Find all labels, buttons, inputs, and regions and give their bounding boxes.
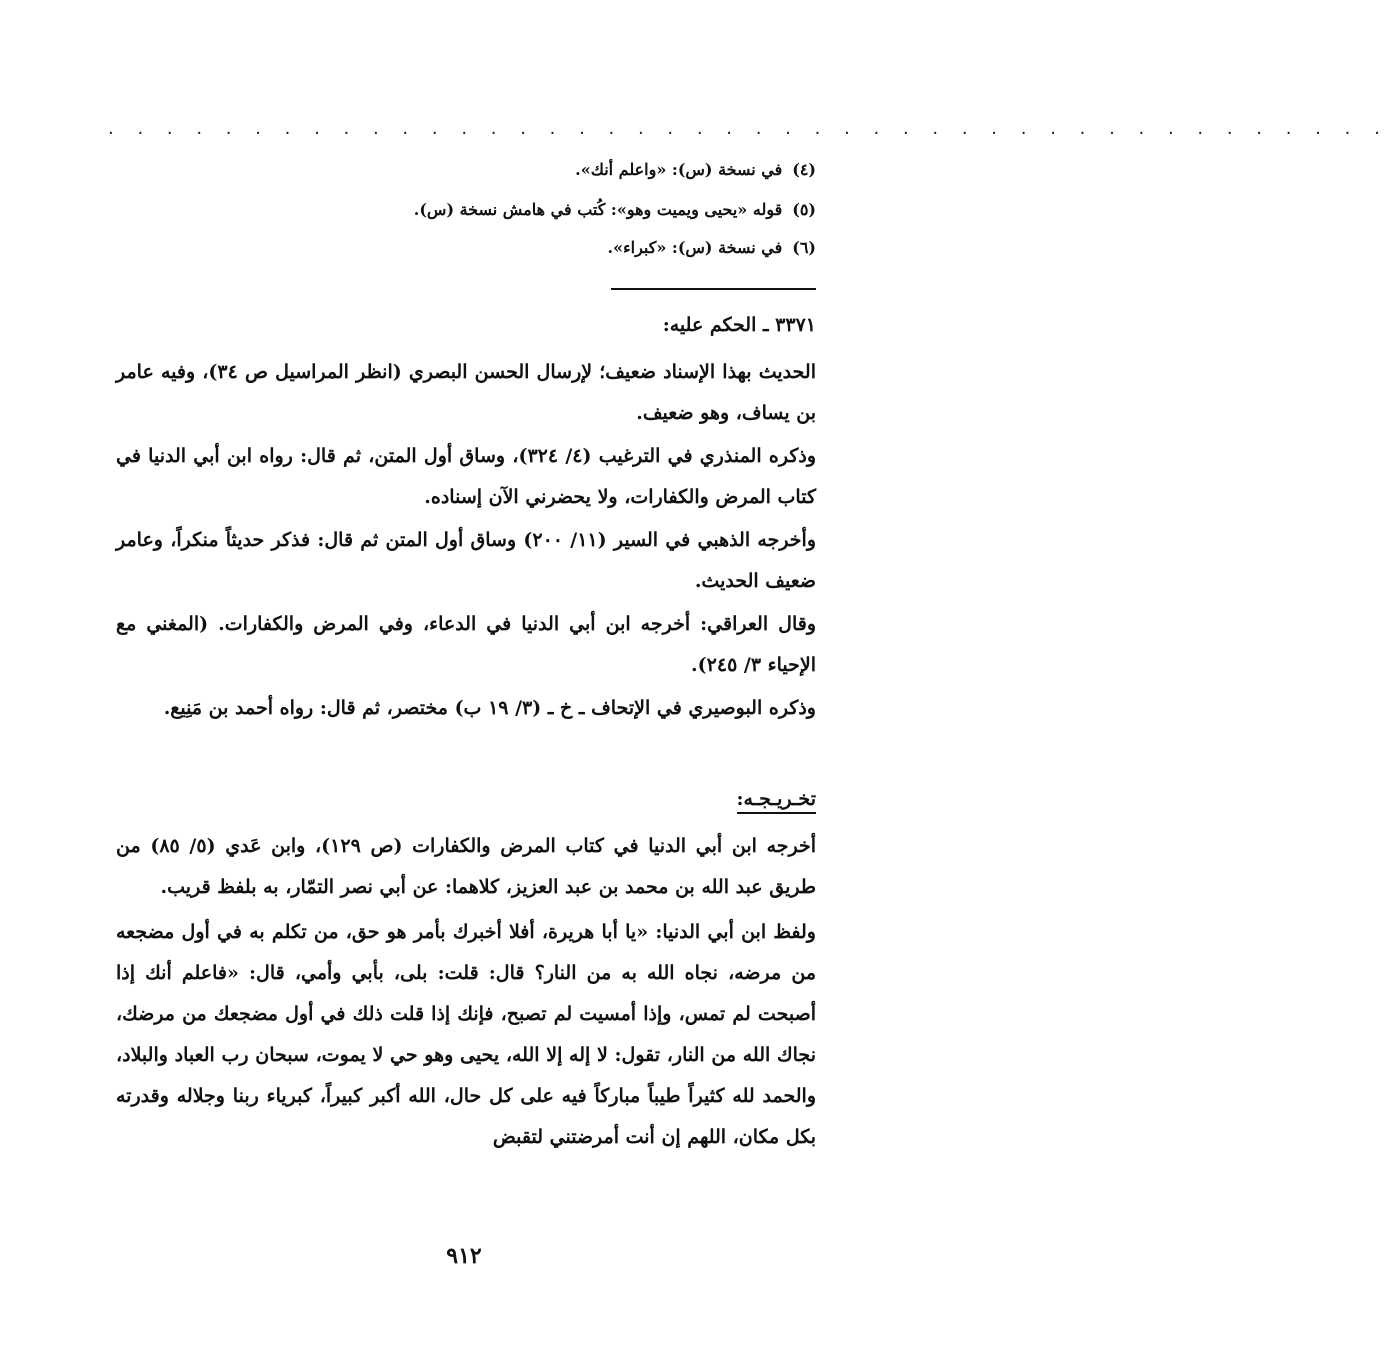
footnote-text: في نسخة (س): «كبراء». — [607, 238, 783, 257]
section-heading: ٣٣٧١ ـ الحكم عليه: — [662, 314, 816, 336]
takhrij-heading: تخـريـجـه: — [737, 788, 817, 814]
ruling-section — [116, 352, 816, 729]
takhrij-section — [116, 826, 816, 1158]
paragraph: وقال العراقي: أخرجه ابن أبي الدنيا في الدعاء، وفي المرض والكفارات. (المغني مع الإحياء ٣/ ٢٤٥). — [116, 613, 816, 676]
footnote-text: قوله «يحيى ويميت وهو»: كُتب في هامش نسخة (س). — [413, 200, 783, 219]
dot-separator: . . . . . . . . . . . . . . . . . . . . . . . . . . . . . . . . . . . . . . . . . . . . — [108, 118, 1389, 139]
footnote-divider — [611, 288, 816, 290]
paragraph: وذكره المنذري في الترغيب (٤/ ٣٢٤)، وساق أول المتن، ثم قال: رواه ابن أبي الدنيا في كتاب المرض والكفارات، ولا يحضرني الآن إسناده. — [116, 445, 816, 508]
paragraph: ولفظ ابن أبي الدنيا: «يا أبا هريرة، أفلا أخبرك بأمر هو حق، من تكلم به في أول مضجعه من مرضه، نجاه الله به من النار؟ قال: قلت: بلى، بأبي وأمي، قال: «فاعلم أنك إذا أصبحت لم تمس، وإذا أمسيت لم تصبح، فإنك إذا قلت ذلك في أول مضجعك من مرضك، نجاك الله من النار، تقول: لا إله إلا الله، يحيى وهو حي لا يموت، سبحان رب العباد والبلاد، والحمد لله كثيراً طيباً مباركاً فيه على كل حال، الله أكبر كبيراً، كبرياء ربنا وجلاله وقدرته بكل مكان، اللهم إن أنت أمرضتني لتقبض — [116, 921, 816, 1148]
footnote-number: (٦) — [792, 238, 816, 257]
paragraph: أخرجه ابن أبي الدنيا في كتاب المرض والكفارات (ص ١٢٩)، وابن عَدي (٥/ ٨٥) من طريق عبد الله بن محمد بن عبد العزيز، كلاهما: عن أبي نصر التمّار، به بلفظ قريب. — [116, 835, 817, 898]
footnote-4 — [575, 160, 816, 179]
footnote-5 — [414, 200, 816, 219]
footnote-text: في نسخة (س): «واعلم أنك». — [575, 160, 783, 179]
footnote-number: (٥) — [792, 200, 816, 219]
footnote-6 — [608, 238, 816, 257]
paragraph: الحديث بهذا الإسناد ضعيف؛ لإرسال الحسن البصري (انظر المراسيل ص ٣٤)، وفيه عامر بن يساف، وهو ضعيف. — [116, 361, 816, 424]
footnote-number: (٤) — [792, 160, 816, 179]
paragraph: وأخرجه الذهبي في السير (١١/ ٢٠٠) وساق أول المتن ثم قال: فذكر حديثاً منكراً، وعامر ضعيف الحديث. — [116, 529, 816, 592]
paragraph: وذكره البوصيري في الإتحاف ـ خ ـ (٣/ ١٩ ب) مختصر، ثم قال: رواه أحمد بن مَنِيع. — [163, 697, 816, 719]
page-number: ٩١٢ — [446, 1243, 482, 1269]
